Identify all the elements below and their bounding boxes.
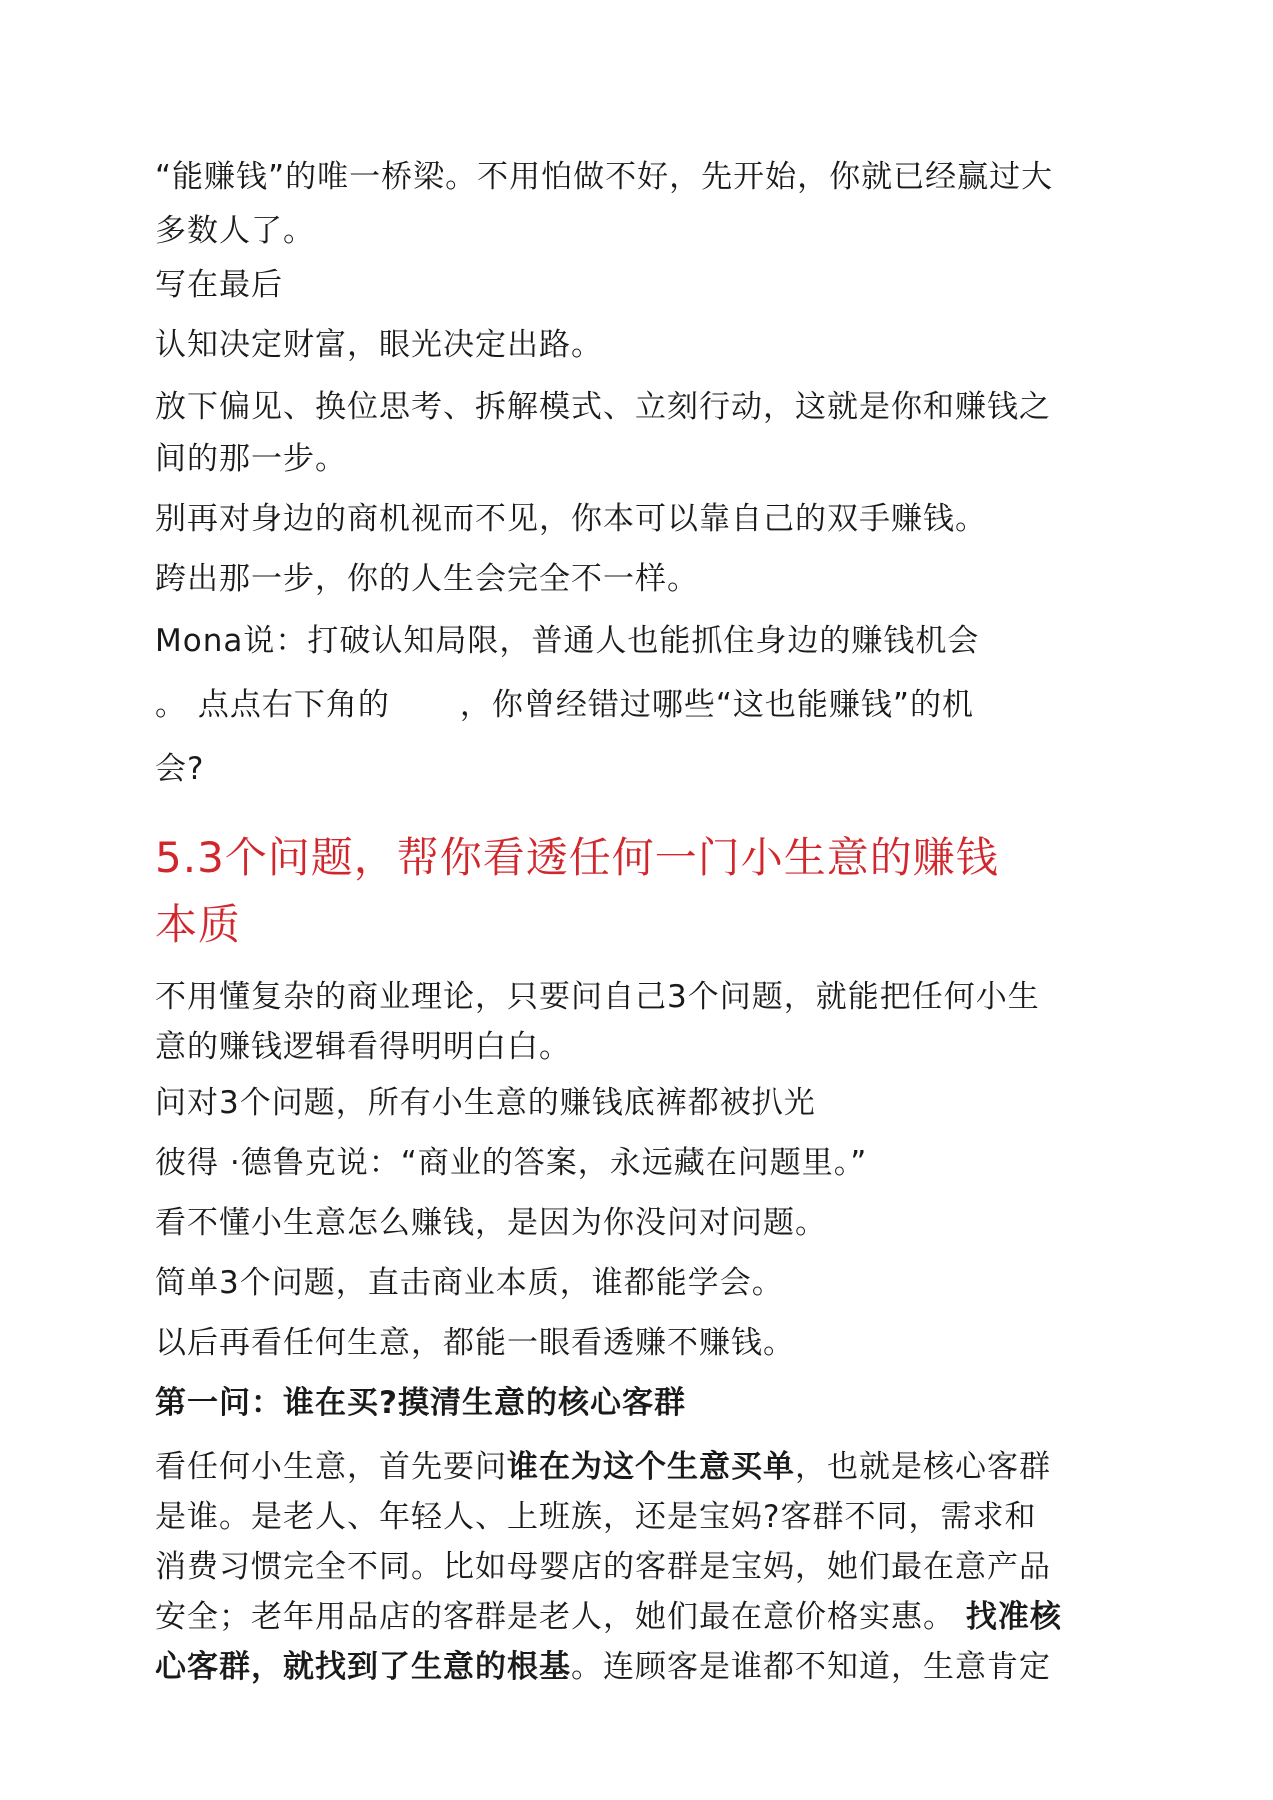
question-1-line-4 xyxy=(155,1594,1062,1640)
question-1-line-1-a: 看任何小生意，首先要问 xyxy=(155,1449,507,1485)
question-1-line-1-bold: 谁在为这个生意买单 xyxy=(507,1449,795,1485)
question-1-line-2: 是谁。是老人、年轻人、上班族，还是宝妈?客群不同，需求和 xyxy=(155,1499,1037,1535)
closing-paragraph-1: 认知决定财富，眼光决定出路。 xyxy=(155,327,603,363)
section-heading-line-1: 5.3个问题，帮你看透任何一门小生意的赚钱 xyxy=(155,833,999,882)
closing-heading: 写在最后 xyxy=(155,267,283,303)
intro-line-1: “能赚钱”的唯一桥梁。不用怕做不好，先开始，你就已经赢过大 xyxy=(155,159,1054,195)
section-paragraph-5: 以后再看任何生意，都能一眼看透赚不赚钱。 xyxy=(155,1325,795,1361)
closing-paragraph-6-part-b: ，你曾经错过哪些“这也能赚钱”的机 xyxy=(459,687,974,723)
section-intro-line-2: 意的赚钱逻辑看得明明白白。 xyxy=(155,1029,571,1065)
question-1-line-5 xyxy=(155,1644,1051,1690)
section-paragraph-3: 看不懂小生意怎么赚钱，是因为你没问对问题。 xyxy=(155,1205,827,1241)
closing-paragraph-5: Mona说：打破认知局限，普通人也能抓住身边的赚钱机会 xyxy=(155,623,980,659)
closing-paragraph-4: 跨出那一步，你的人生会完全不一样。 xyxy=(155,561,699,597)
section-heading-line-2: 本质 xyxy=(155,900,242,949)
question-1-line-1-c: ，也就是核心客群 xyxy=(795,1449,1051,1485)
closing-paragraph-2-line-2: 间的那一步。 xyxy=(155,441,347,477)
section-paragraph-2: 彼得 ·德鲁克说：“商业的答案，永远藏在问题里。” xyxy=(155,1145,868,1181)
question-1-line-4-bold: 找准核 xyxy=(965,1599,1062,1635)
closing-paragraph-2-line-1: 放下偏见、换位思考、拆解模式、立刻行动，这就是你和赚钱之 xyxy=(155,389,1051,425)
question-1-line-5-b: 。连顾客是谁都不知道，生意肯定 xyxy=(571,1649,1051,1685)
question-1-line-4-a: 安全；老年用品店的客群是老人，她们最在意价格实惠。 xyxy=(155,1599,966,1635)
question-1-line-1 xyxy=(155,1444,1051,1490)
question-1-line-3: 消费习惯完全不同。比如母婴店的客群是宝妈，她们最在意产品 xyxy=(155,1549,1051,1585)
intro-line-2: 多数人了。 xyxy=(155,213,315,249)
section-paragraph-1: 问对3个问题，所有小生意的赚钱底裤都被扒光 xyxy=(155,1085,816,1121)
section-paragraph-4: 简单3个问题，直击商业本质，谁都能学会。 xyxy=(155,1265,784,1301)
closing-paragraph-6-part-a: 。 点点右下角的 xyxy=(155,687,390,723)
closing-paragraph-6-line-1 xyxy=(155,682,974,728)
question-1-heading: 第一问：谁在买?摸清生意的核心客群 xyxy=(155,1385,686,1421)
closing-paragraph-6-line-2: 会? xyxy=(155,751,205,787)
question-1-line-5-bold: 心客群，就找到了生意的根基 xyxy=(155,1649,571,1685)
closing-paragraph-3: 别再对身边的商机视而不见，你本可以靠自己的双手赚钱。 xyxy=(155,501,987,537)
section-intro-line-1: 不用懂复杂的商业理论，只要问自己3个问题，就能把任何小生 xyxy=(155,979,1040,1015)
